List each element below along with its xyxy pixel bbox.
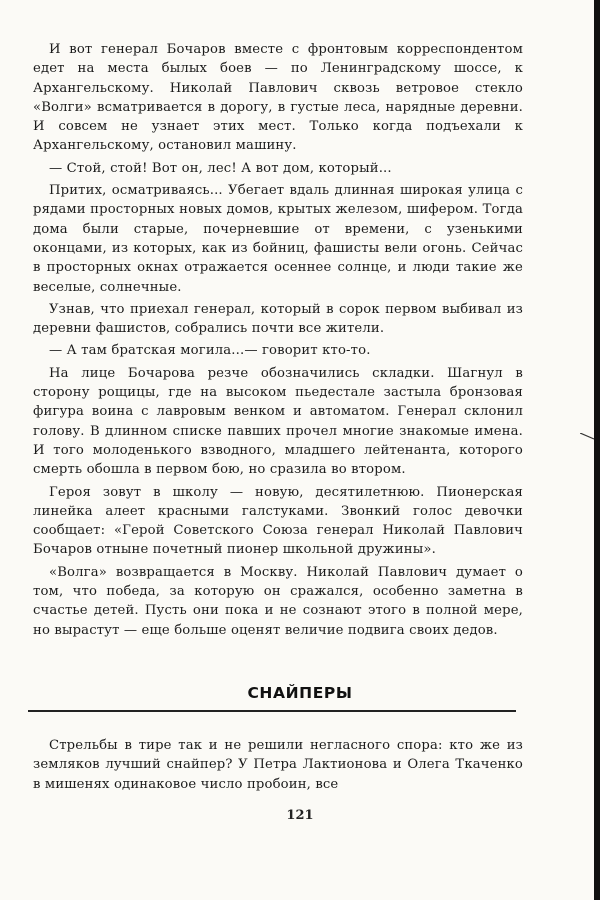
scan-edge-border bbox=[594, 0, 600, 900]
section-heading: СНАЙПЕРЫ bbox=[247, 684, 353, 702]
scan-artifact-mark bbox=[580, 433, 594, 441]
section-divider bbox=[28, 710, 516, 712]
paragraph-3: Притих, осматриваясь... Убегает вдаль длинная широкая улица с рядами просторных новых домов, крытых железом, шифером. Тогда дома были старые, почерневшие от времени, с узенькими оконцами, из которых, как из бойниц, фашисты вели огонь. Сейчас в просторных окнах отражается осеннее солнце, и люди такие же веселые, солнечные. bbox=[33, 183, 523, 295]
paragraph-8: «Волга» возвращается в Москву. Николай Павлович думает о том, что победа, за которую он сражался, особенно заметна в счастье детей. Пусть они пока и не сознают этого в полной мере, но вырастут — еще больше оценят величие подвига своих дедов. bbox=[33, 564, 523, 638]
paragraph-4: Узнав, что приехал генерал, который в сорок первом выбивал из деревни фашистов, собрались почти все жители. bbox=[33, 301, 523, 337]
section-text bbox=[33, 736, 523, 794]
paragraph-2: — Стой, стой! Вот он, лес! А вот дом, который... bbox=[49, 160, 392, 176]
chapter-text bbox=[33, 40, 523, 640]
section-paragraph-1: Стрельбы в тире так и не решили негласного спора: кто же из земляков лучший снайпер? У Петра Лактионова и Олега Ткаченко в мишенях одинаковое число пробоин, все bbox=[33, 738, 523, 792]
paragraph-6: На лице Бочарова резче обозначились складки. Шагнул в сторону рощицы, где на высоком пьедестале застыла бронзовая фигура воина с лавровым венком и автоматом. Генерал склонил голову. В длинном списке павших прочел многие знакомые имена. И того молоденького взводного, младшего лейтенанта, которого смерть обошла в первом бою, но сразила во втором. bbox=[33, 365, 523, 478]
paragraph-1: И вот генерал Бочаров вместе с фронтовым корреспондентом едет на места былых боев — по Ленинградскому шоссе, к Архангельскому. Николай Павлович сквозь ветровое стекло «Волги» всматривается в дорогу, в густые леса, нарядные деревни. И совсем не узнает этих мест. Только когда подъехали к Архангельскому, остановил машину. bbox=[33, 42, 523, 154]
paragraph-7: Героя зовут в школу — новую, десятилетнюю. Пионерская линейка алеет красными галстуками. Звонкий голос девочки сообщает: «Герой Советского Союза генерал Николай Павлович Бочаров отныне почетный пионер школьной дружины». bbox=[33, 484, 523, 558]
page-number: 121 bbox=[286, 808, 314, 823]
paragraph-5: — А там братская могила...— говорит кто-то. bbox=[49, 343, 371, 359]
